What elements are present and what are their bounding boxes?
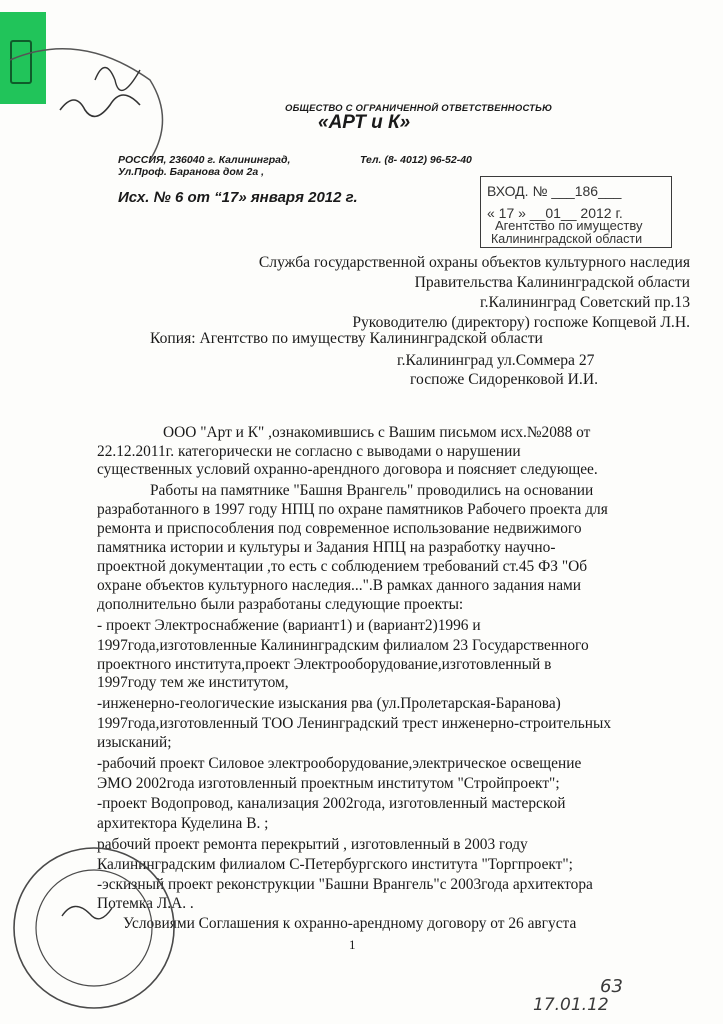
body-line: ООО "Арт и К" ,ознакомившись с Вашим письмом исх.№2088 от	[163, 424, 591, 441]
company-round-seal	[2, 838, 180, 1016]
body-line: ремонта и приспособления под современное использование недвижимого	[97, 520, 582, 537]
addressee-line-7: госпоже Сидоренковой И.И.	[410, 371, 598, 388]
body-line: 1997года,изготовленные Калининградским филиалом 23 Государственного	[97, 637, 589, 654]
body-line: существенных условий охранно-арендного договора и поясняет следующее.	[97, 461, 598, 478]
body-line: 1997году тем же институтом,	[97, 674, 289, 691]
body-line: 22.12.2011г. категорически не согласно с выводами о нарушении	[97, 443, 521, 460]
body-line: разработанного в 1997 году НПЦ по охране памятников Рабочего проекта для	[97, 501, 608, 518]
page-number: 1	[349, 937, 356, 952]
body-line: архитектора Куделина В. ;	[97, 815, 269, 832]
body-line: памятника истории и культуры и Задания НПЦ на разработку научно-	[97, 539, 556, 556]
addressee-line-1: Служба государственной охраны объектов культурного наследия	[258, 254, 690, 271]
org-name: «АРТ и К»	[318, 112, 411, 133]
body-line: Калининградским филиалом С-Петербургского института "Торгпроект";	[97, 856, 573, 873]
body-line: - проект Электроснабжение (вариант1) и (вариант2)1996 и	[97, 617, 481, 634]
body-line: Работы на памятнике "Башня Врангель" проводились на основании	[150, 482, 594, 499]
stamp-line2: « 17 » __01__ 2012 г.	[487, 205, 623, 221]
body-line: -эскизный проект реконструкции "Башни Врангель"с 2003года архитектора	[97, 876, 593, 893]
stamp-line3: Агентство по имуществу	[495, 218, 643, 233]
incoming-registration-stamp	[480, 176, 672, 248]
outgoing-reference: Исх. № 6 от “17» января 2012 г.	[118, 189, 358, 206]
body-line: -инженерно-геологические изыскания рва (ул.Пролетарская-Баранова)	[97, 695, 561, 712]
body-line: Условиями Соглашения к охранно-арендному договору от 26 августа	[123, 915, 577, 932]
addressee-line-3: г.Калининград Советский пр.13	[479, 294, 690, 311]
org-address-line2: Ул.Проф. Баранова дом 2а ,	[118, 166, 265, 178]
body-line: проектной документации ,то есть с соблюдением требований ст.45 ФЗ "Об	[97, 558, 588, 575]
handwritten-date: 17.01.12	[533, 995, 609, 1015]
org-phone: Тел. (8- 4012) 96-52-40	[360, 154, 472, 166]
addressee-line-4: Руководителю (директору) госпоже Копцевой Л.Н.	[352, 314, 690, 331]
handwritten-number: 63	[600, 976, 623, 997]
body-line: Потемка Л.А. .	[97, 895, 194, 912]
body-line: охране объектов культурного наследия...".В рамках данного задания нами	[97, 577, 582, 594]
body-line: ЭМО 2002года изготовленный проектным институтом "Стройпроект";	[97, 775, 560, 792]
stamp-line4: Калининградской области	[491, 232, 643, 246]
body-line: дополнительно были разработаны следующие проекты:	[97, 596, 464, 613]
addressee-line-5: Копия: Агентство по имуществу Калининградской области	[150, 330, 543, 347]
body-line: -рабочий проект Силовое электрооборудование,электрическое освещение	[97, 755, 582, 772]
stamp-line1: ВХОД. № ___186___	[487, 183, 622, 199]
addressee-line-2: Правительства Калининградской области	[414, 274, 690, 291]
body-line: -проект Водопровод, канализация 2002года, изготовленный мастерской	[97, 795, 566, 812]
body-line: проектного института,проект Электрооборудование,изготовленный в	[97, 656, 552, 673]
body-line: рабочий проект ремонта перекрытий , изготовленный в 2003 году	[97, 836, 528, 853]
org-address-line1: РОССИЯ, 236040 г. Калининград,	[118, 154, 291, 166]
org-type: ОБЩЕСТВО С ОГРАНИЧЕННОЙ ОТВЕТСТВЕННОСТЬЮ	[285, 103, 553, 114]
addressee-line-6: г.Калининград ул.Соммера 27	[397, 352, 595, 369]
signature-top	[60, 95, 140, 116]
top-round-stamp	[0, 40, 170, 170]
body-line: 1997года,изготовленный ТОО Ленинградский трест инженерно-строительных	[97, 715, 612, 732]
body-line: изысканий;	[97, 734, 172, 751]
